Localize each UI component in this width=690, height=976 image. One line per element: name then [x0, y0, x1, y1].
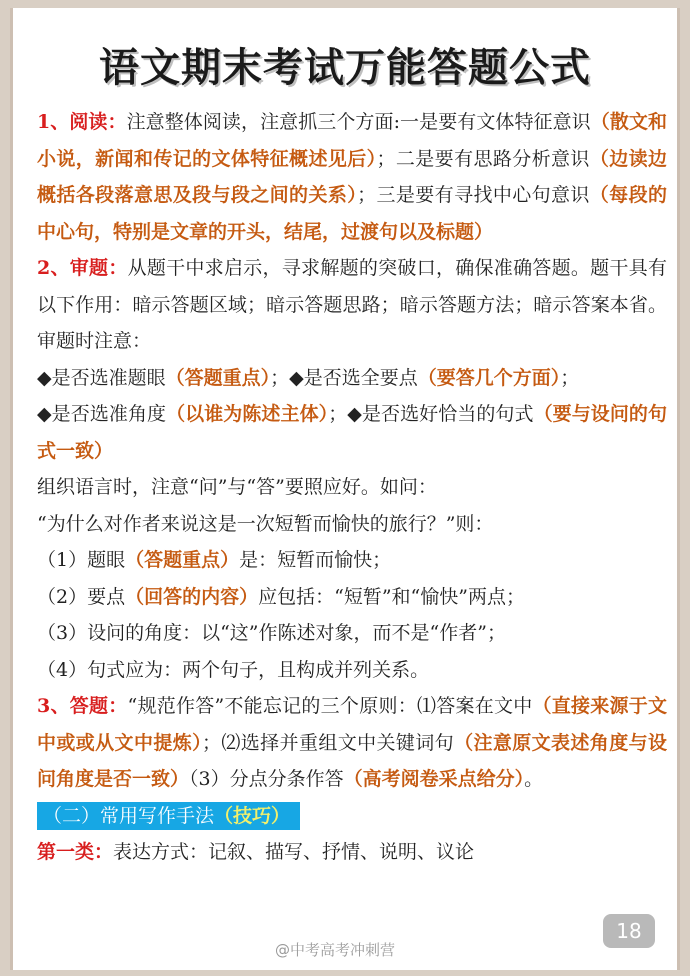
page-number-badge: 18	[603, 914, 655, 948]
category-line	[37, 834, 667, 871]
list-item	[37, 542, 667, 579]
body-text: ；三是要有寻找中心句意识	[357, 184, 590, 206]
highlight-text: （要与设问的句式一致）	[37, 403, 667, 462]
highlight-text: （注意原文表述角度与设问角度是否一致）	[37, 731, 667, 790]
example-question: “为什么对作者来说这是一次短暂而愉快的旅行？”则：	[37, 512, 494, 535]
body-text: 从题干中求启示，寻求解题的突破口，确保准确答题。题干具有以下作用：暗示答题区域；暗示答题思路；暗示答题方法；暗示答案本省。审题时注意：	[37, 257, 667, 352]
body-text: 。	[524, 768, 544, 790]
section-heading: 2、审题：	[37, 257, 128, 279]
body-text: “规范作答”不能忘记的三个原则：⑴答案在文中	[127, 695, 533, 717]
document-body	[37, 104, 667, 871]
list-item	[37, 579, 667, 616]
body-text: ；⑵选择并重组文中关键词句	[202, 731, 455, 754]
highlight-text: （边读边概括各段落意思及段与段之间的关系）	[37, 147, 667, 206]
list-item: （3）设问的角度：以“这”作陈述对象，而不是“作者”；	[37, 622, 506, 644]
body-paragraph: 组织语言时，注意“问”与“答”要照应好。如问：	[37, 476, 437, 498]
body-text: （2）要点	[37, 585, 126, 608]
highlight-text: （高考阅卷采点给分）	[343, 768, 525, 790]
page-title: 语文期末考试万能答题公式	[99, 45, 591, 91]
section-heading: 3、答题：	[37, 695, 128, 717]
highlight-text: （答题重点）	[125, 549, 240, 571]
subsection-bar-row	[37, 798, 667, 835]
section-heading: 1、阅读：	[37, 111, 127, 133]
body-text: （3）分点分条作答	[189, 768, 344, 790]
highlight-text: （以谁为陈述主体）	[166, 403, 329, 425]
body-text: ；	[560, 366, 580, 389]
highlight-text: （散文和小说，新闻和传记的文体特征概述见后）	[37, 111, 667, 170]
body-text: 应包括：“短暂”和“愉快”两点；	[258, 585, 525, 608]
section-reading	[37, 104, 667, 250]
subsection-highlight: （技巧）	[214, 804, 291, 827]
body-text: 表达方式：记叙、描写、抒情、说明、议论	[113, 841, 475, 863]
highlight-text: （回答的内容）	[125, 585, 259, 608]
subsection-label: （二）常用写作手法	[43, 804, 215, 827]
bullet-line	[37, 396, 667, 469]
body-text: 注意整体阅读，注意抓三个方面:一是要有文体特征意识	[126, 111, 591, 133]
section-answer	[37, 688, 667, 798]
section-question	[37, 250, 667, 360]
body-text: ；◆是否选好恰当的句式	[328, 403, 534, 425]
body-text: （1）题眼	[37, 549, 126, 571]
bullet-line	[37, 360, 667, 397]
body-text: ◆是否选准题眼	[37, 366, 166, 389]
list-item: （4）句式应为：两个句子，且构成并列关系。	[37, 658, 430, 681]
highlight-text: （答题重点）	[165, 366, 271, 389]
highlight-text: （每段的中心句，特别是文章的开头，结尾，过渡句以及标题）	[37, 184, 667, 243]
body-text: ；◆是否选全要点	[270, 366, 418, 389]
watermark-text: @中考高考冲刺营	[275, 941, 396, 959]
highlight-text: （要答几个方面）	[417, 366, 561, 389]
subsection-bar	[37, 802, 300, 830]
body-text: ◆是否选准角度	[37, 403, 167, 425]
body-text: 是：短暂而愉快；	[239, 549, 392, 571]
document-page	[10, 8, 680, 970]
category-heading: 第一类：	[37, 841, 114, 863]
highlight-text: （直接来源于文中或或从文中提炼）	[37, 695, 667, 754]
body-text: ；二是要有思路分析意识	[376, 147, 590, 170]
